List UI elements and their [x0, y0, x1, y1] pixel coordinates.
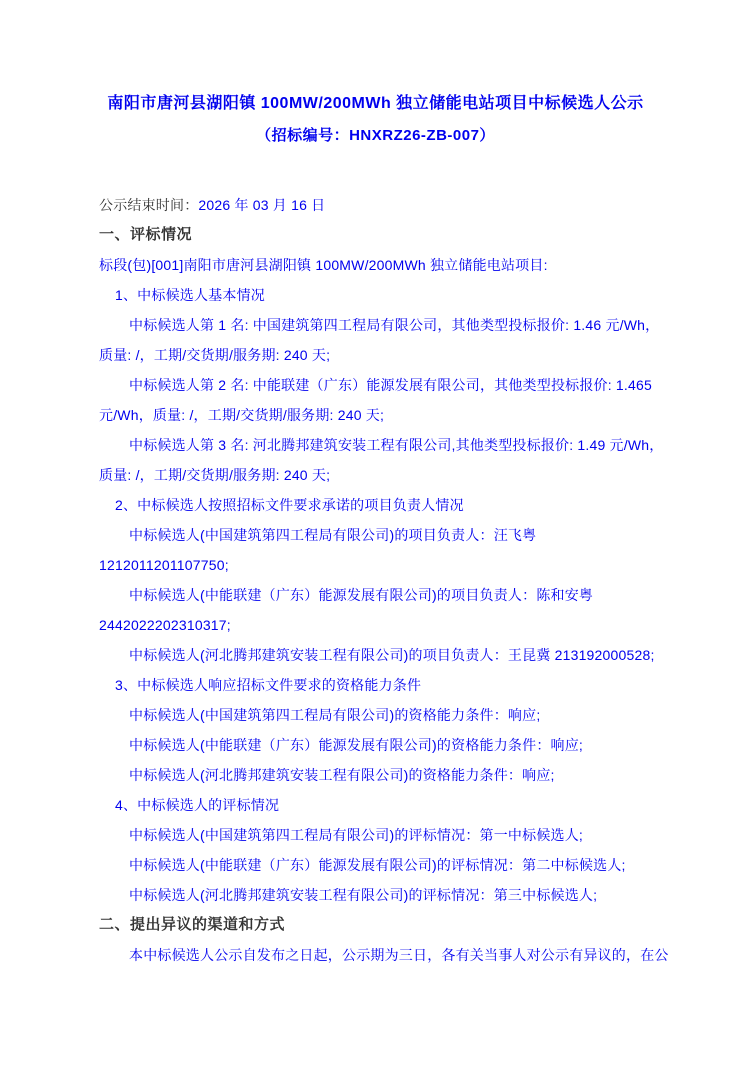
bid-number-subtitle: （招标编号：HNXRZ26-ZB-007）	[256, 127, 495, 144]
item-2-heading: 2、中标候选人按照招标文件要求承诺的项目负责人情况	[115, 497, 464, 513]
deadline-value: 2026 年 03 月 16 日	[198, 197, 326, 213]
item-1-heading: 1、中标候选人基本情况	[115, 287, 265, 303]
candidate-1-rank-line: 中标候选人(中国建筑第四工程局有限公司)的评标情况：第一中标候选人;	[129, 827, 584, 843]
lot-line: 标段(包)[001]南阳市唐河县湖阳镇 100MW/200MWh 独立储能电站项目:	[99, 257, 548, 273]
candidate-3-basic-line: 中标候选人第 3 名: 河北腾邦建筑安装工程有限公司,其他类型投标报价: 1.49 元/Wh，	[129, 437, 664, 453]
objection-paragraph-line: 本中标候选人公示自发布之日起，公示期为三日，各有关当事人对公示有异议的，在公	[129, 947, 669, 963]
candidate-1-basic-line: 中标候选人第 1 名: 中国建筑第四工程局有限公司，其他类型投标报价: 1.46 元/Wh，	[129, 317, 660, 333]
candidate-1-qualification-line: 中标候选人(中国建筑第四工程局有限公司)的资格能力条件：响应;	[129, 707, 541, 723]
item-4-heading: 4、中标候选人的评标情况	[115, 797, 280, 813]
candidate-2-manager-line: 中标候选人(中能联建（广东）能源发展有限公司)的项目负责人：陈和安粤	[129, 587, 594, 603]
page-title: 南阳市唐河县湖阳镇 100MW/200MWh 独立储能电站项目中标候选人公示	[107, 95, 644, 112]
candidate-1-manager-cont: 1212011201107750;	[99, 557, 229, 573]
candidate-1-manager-line: 中标候选人(中国建筑第四工程局有限公司)的项目负责人：汪飞粤	[129, 527, 537, 543]
deadline-line	[99, 190, 652, 220]
candidate-3-basic-cont: 质量: /，工期/交货期/服务期: 240 天;	[99, 467, 331, 483]
item-3-heading: 3、中标候选人响应招标文件要求的资格能力条件	[115, 677, 422, 693]
candidate-2-manager-cont: 2442022202310317;	[99, 617, 231, 633]
candidate-3-manager-line: 中标候选人(河北腾邦建筑安装工程有限公司)的项目负责人：王昆冀 213192000528;	[129, 647, 655, 663]
candidate-3-qualification-line: 中标候选人(河北腾邦建筑安装工程有限公司)的资格能力条件：响应;	[129, 767, 555, 783]
candidate-3-rank-line: 中标候选人(河北腾邦建筑安装工程有限公司)的评标情况：第三中标候选人;	[129, 887, 598, 903]
candidate-2-basic-cont: 元/Wh，质量: /，工期/交货期/服务期: 240 天;	[99, 407, 385, 423]
candidate-1-basic-cont: 质量: /，工期/交货期/服务期: 240 天;	[99, 347, 331, 363]
document-body	[99, 190, 669, 970]
section-heading-1: 一、评标情况	[99, 226, 193, 243]
candidate-2-qualification-line: 中标候选人(中能联建（广东）能源发展有限公司)的资格能力条件：响应;	[129, 737, 584, 753]
section-heading-2: 二、提出异议的渠道和方式	[99, 916, 286, 933]
deadline-label: 公示结束时间：	[99, 197, 199, 213]
candidate-2-basic-line: 中标候选人第 2 名: 中能联建（广东）能源发展有限公司，其他类型投标报价: 1.465	[129, 377, 652, 393]
candidate-2-rank-line: 中标候选人(中能联建（广东）能源发展有限公司)的评标情况：第二中标候选人;	[129, 857, 626, 873]
